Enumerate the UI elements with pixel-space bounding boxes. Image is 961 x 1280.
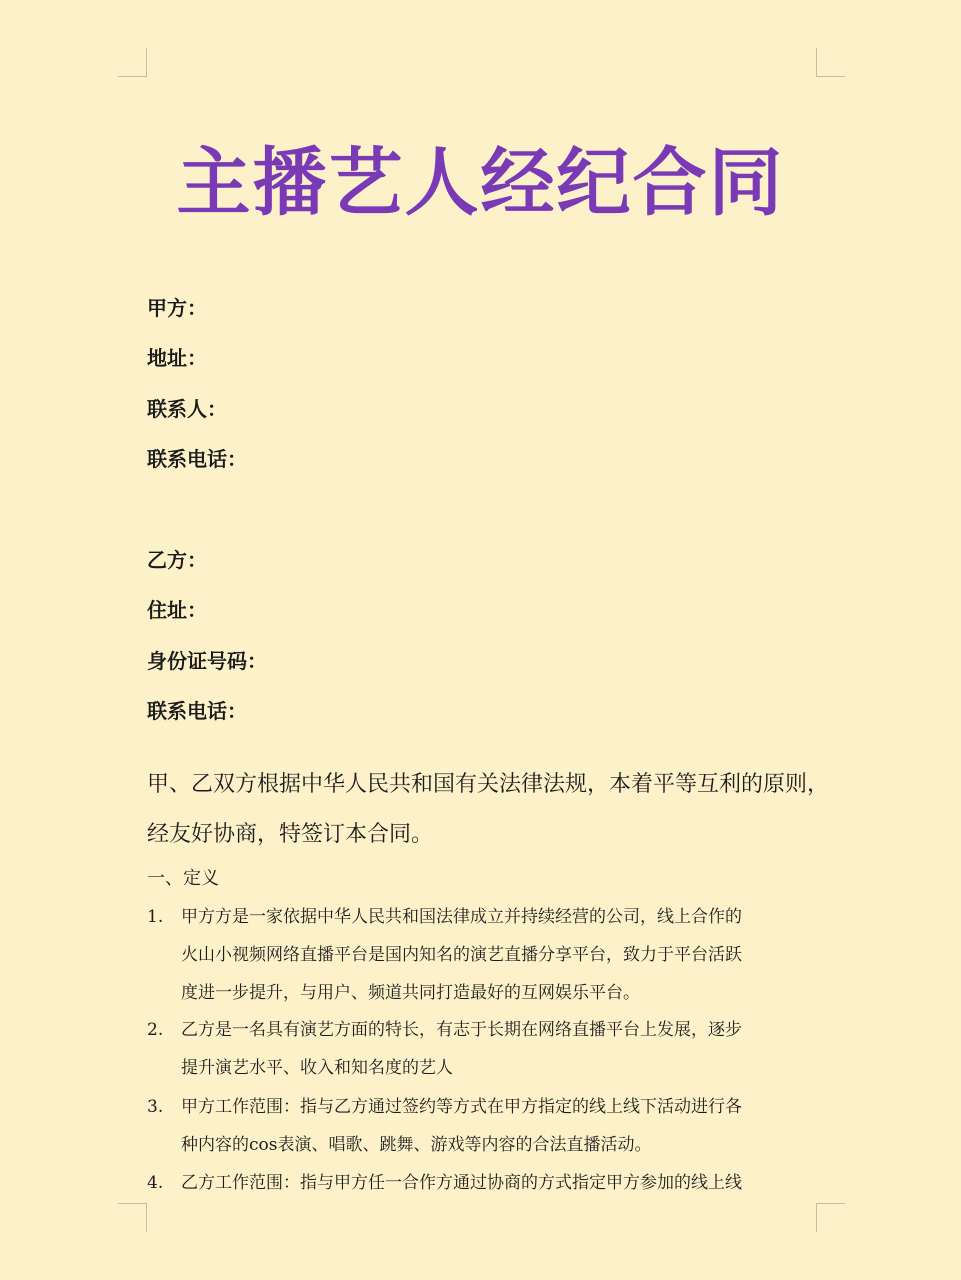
crop-mark-top-left [118,48,147,77]
document-title: 主播艺人经纪合同 [176,140,785,226]
item-line: 甲方方是一家依据中华人民共和国法律成立并持续经营的公司，线上合作的 [181,907,742,927]
party-a-contact-label: 联系人： [147,397,227,421]
item-line: 度进一步提升，与用户、频道共同打造最好的互网娱乐平台。 [181,983,640,1003]
item-number: 1. [147,907,164,927]
party-a-address-label: 地址： [147,346,207,370]
intro-line-2: 经友好协商，特签订本合同。 [147,822,434,847]
party-b-name-label: 乙方： [147,548,207,572]
section-heading: 一、定义 [147,868,219,889]
item-line: 提升演艺水平、收入和知名度的艺人 [181,1058,453,1078]
item-number: 4. [147,1173,164,1193]
crop-mark-bottom-left [118,1203,147,1232]
item-line: 乙方工作范围：指与甲方任一合作方通过协商的方式指定甲方参加的线上线 [181,1173,742,1193]
item-number: 2. [147,1020,164,1040]
intro-line-1: 甲、乙双方根据中华人民共和国有关法律法规，本着平等互利的原则， [147,772,830,797]
crop-mark-bottom-right [816,1203,845,1232]
item-number: 3. [147,1097,164,1117]
item-line: 火山小视频网络直播平台是国内知名的演艺直播分享平台，致力于平台活跃 [181,945,742,965]
crop-mark-top-right [816,48,845,77]
party-b-id-label: 身份证号码： [147,649,267,673]
party-a-phone-label: 联系电话： [147,447,247,471]
item-line: 种内容的cos表演、唱歌、跳舞、游戏等内容的合法直播活动。 [181,1135,652,1155]
item-line: 乙方是一名具有演艺方面的特长，有志于长期在网络直播平台上发展，逐步 [181,1020,742,1040]
party-b-phone-label: 联系电话： [147,699,247,723]
party-b-residence-label: 住址： [147,598,207,622]
party-a-name-label: 甲方： [147,296,207,320]
item-line: 甲方工作范围：指与乙方通过签约等方式在甲方指定的线上线下活动进行各 [181,1097,742,1117]
